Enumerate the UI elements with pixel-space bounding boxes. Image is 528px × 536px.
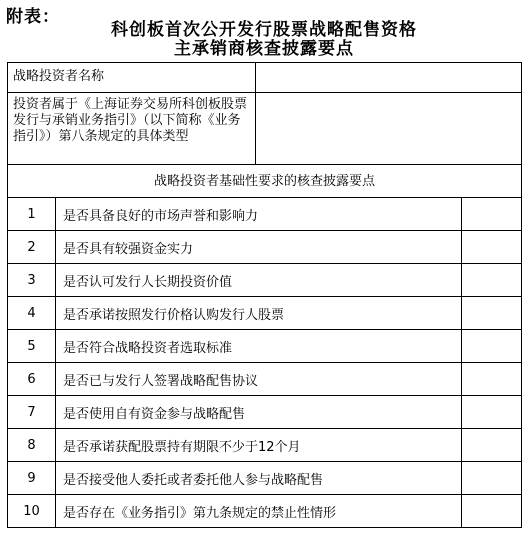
item-number: 10 xyxy=(23,503,40,519)
table-row xyxy=(7,296,522,329)
item-number: 6 xyxy=(27,371,36,387)
item-text: 是否具备良好的市场声誉和影响力 xyxy=(63,208,259,224)
item-text: 是否承诺获配股票持有期限不少于12个月 xyxy=(63,439,301,455)
table-bottom-border xyxy=(7,527,522,528)
item-text: 是否已与发行人签署战略配售协议 xyxy=(63,373,259,389)
table-row xyxy=(7,263,522,296)
document-title-line2: 主承销商核查披露要点 xyxy=(174,39,354,59)
section-heading: 战略投资者基础性要求的核查披露要点 xyxy=(153,174,375,189)
item-number: 9 xyxy=(27,470,36,486)
item-answer-cell[interactable] xyxy=(462,363,521,395)
item-number: 7 xyxy=(27,404,36,420)
item-text: 是否认可发行人长期投资价值 xyxy=(63,274,233,290)
item-answer-cell[interactable] xyxy=(462,231,521,263)
item-number: 3 xyxy=(27,272,36,288)
item-text: 是否接受他人委托或者委托他人参与战略配售 xyxy=(63,472,324,488)
table-row xyxy=(7,494,522,527)
item-answer-cell[interactable] xyxy=(462,495,521,527)
item-answer-cell[interactable] xyxy=(462,264,521,296)
investor-type-row xyxy=(7,92,522,164)
investor-type-value[interactable] xyxy=(256,93,521,164)
section-heading-row xyxy=(7,164,522,197)
investor-name-row xyxy=(7,62,522,92)
item-answer-cell[interactable] xyxy=(462,297,521,329)
item-answer-cell[interactable] xyxy=(462,396,521,428)
investor-name-value[interactable] xyxy=(256,63,521,92)
table-row xyxy=(7,395,522,428)
attachment-label: 附表： xyxy=(6,7,60,27)
table-row xyxy=(7,428,522,461)
item-number: 8 xyxy=(27,437,36,453)
item-text: 是否承诺按照发行价格认购发行人股票 xyxy=(63,307,285,323)
item-number: 5 xyxy=(27,338,36,354)
table-row xyxy=(7,362,522,395)
table-row xyxy=(7,461,522,494)
investor-type-label: 投资者属于《上海证券交易所科创板股票发行与承销业务指引》（以下简称《业务指引》）第八条规定的具体类型 xyxy=(13,97,248,144)
item-text: 是否使用自有资金参与战略配售 xyxy=(63,406,246,422)
item-number: 2 xyxy=(27,239,36,255)
item-answer-cell[interactable] xyxy=(462,429,521,461)
item-answer-cell[interactable] xyxy=(462,198,521,230)
table-row xyxy=(7,329,522,362)
item-text: 是否存在《业务指引》第九条规定的禁止性情形 xyxy=(63,505,337,521)
item-text: 是否具有较强资金实力 xyxy=(63,241,194,257)
investor-name-label: 战略投资者名称 xyxy=(13,69,105,84)
document-title-line1: 科创板首次公开发行股票战略配售资格 xyxy=(111,20,417,40)
item-text: 是否符合战略投资者选取标准 xyxy=(63,340,233,356)
table-row xyxy=(7,230,522,263)
item-number: 1 xyxy=(27,206,36,222)
item-number: 4 xyxy=(27,305,36,321)
table-row xyxy=(7,197,522,230)
item-answer-cell[interactable] xyxy=(462,462,521,494)
item-answer-cell[interactable] xyxy=(462,330,521,362)
